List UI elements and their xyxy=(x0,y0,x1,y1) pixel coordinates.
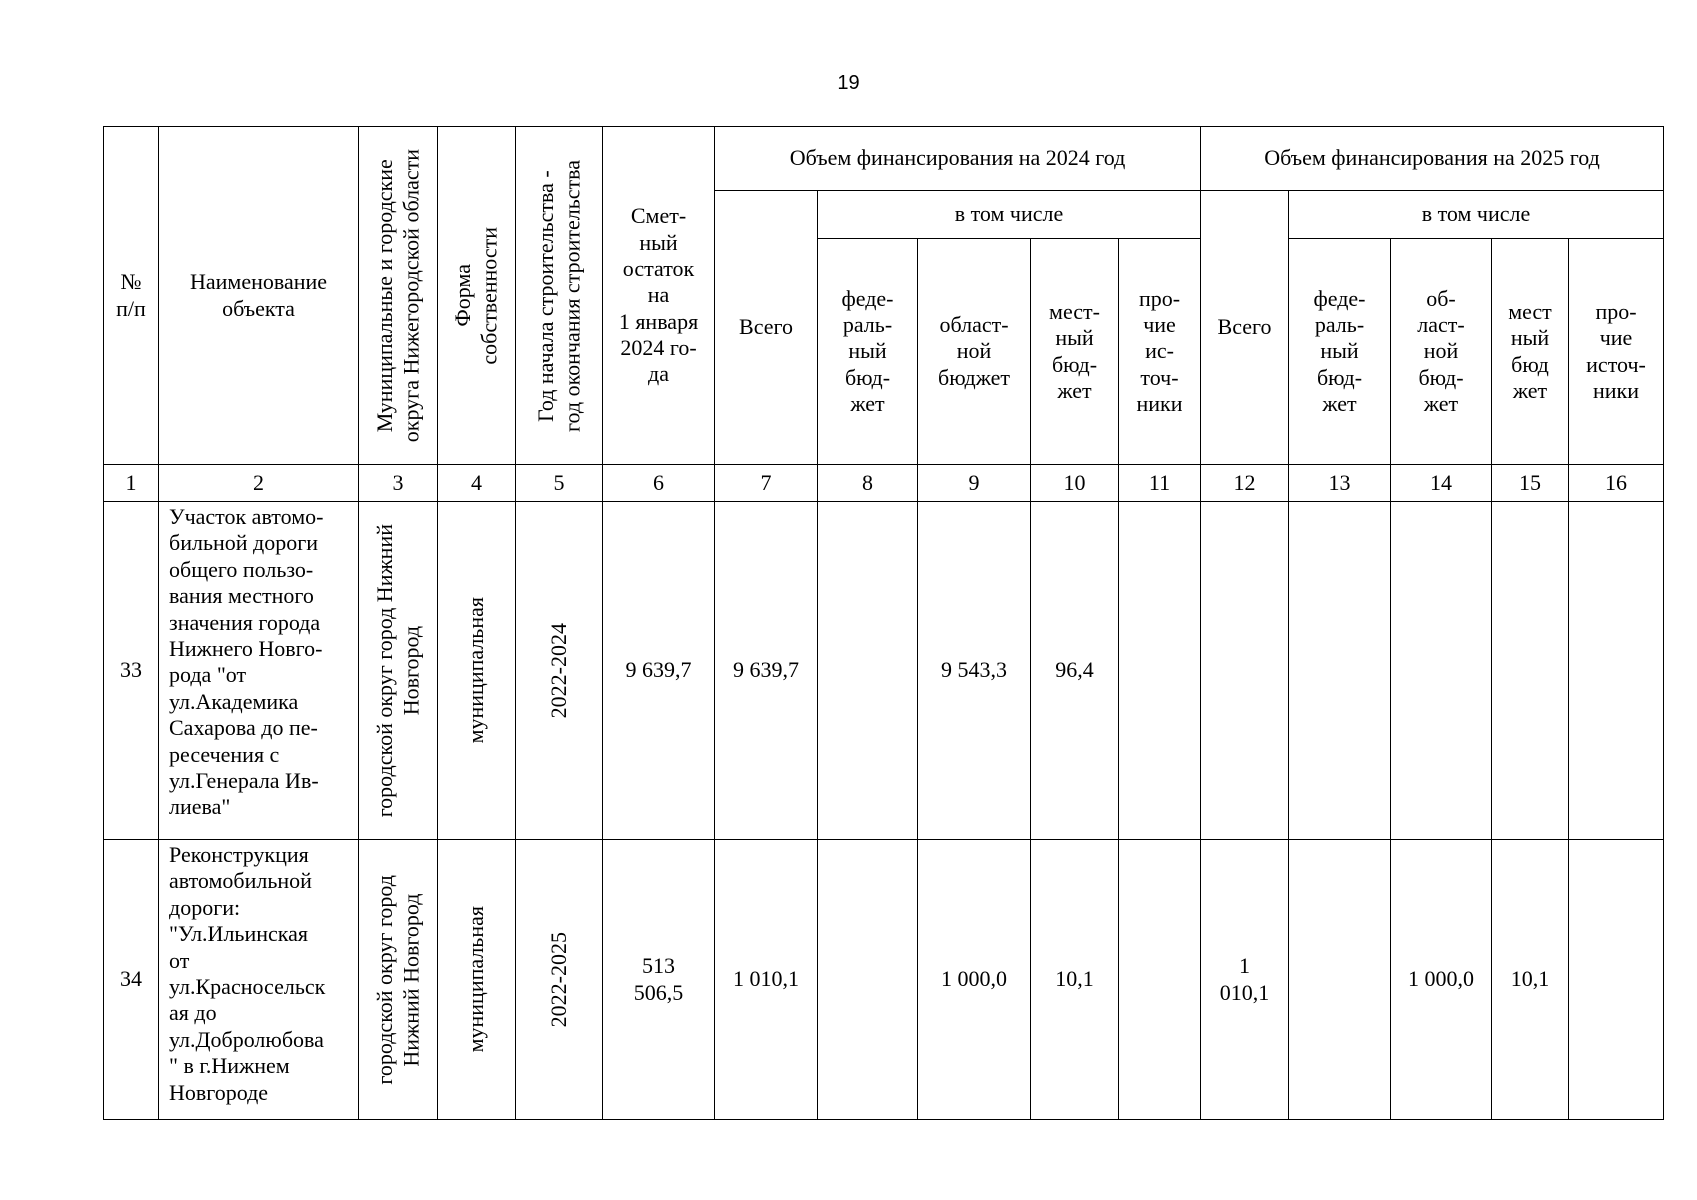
header-remainder: Смет- ный остаток на 1 января 2024 го- да xyxy=(603,127,715,465)
header-including-2024: в том числе xyxy=(818,191,1201,239)
row-reg-2024: 9 543,3 xyxy=(918,502,1031,840)
header-municipal: Муниципальные и городские округа Нижегородской области xyxy=(359,127,438,465)
row-municipal: городской округ город Нижний Новгород xyxy=(359,502,438,840)
column-number: 2 xyxy=(159,465,359,502)
column-number: 5 xyxy=(516,465,603,502)
header-reg-2025: об- ласт- ной бюд- жет xyxy=(1391,239,1492,465)
header-local-2024: мест- ный бюд- жет xyxy=(1031,239,1119,465)
header-num: № п/п xyxy=(104,127,159,465)
header-including-2025: в том числе xyxy=(1289,191,1664,239)
row-num: 33 xyxy=(104,502,159,840)
row-years: 2022-2024 xyxy=(516,502,603,840)
header-local-2025: мест ный бюд жет xyxy=(1492,239,1569,465)
row-reg-2025: 1 000,0 xyxy=(1391,840,1492,1120)
header-fed-2024: феде- раль- ный бюд- жет xyxy=(818,239,918,465)
row-fed-2025 xyxy=(1289,502,1391,840)
header-row-1 xyxy=(104,127,1664,191)
column-numbers-row xyxy=(104,465,1664,502)
row-municipal: городской округ город Нижний Новгород xyxy=(359,840,438,1120)
header-fed-2025: феде- раль- ный бюд- жет xyxy=(1289,239,1391,465)
header-other-2025: про- чие источ- ники xyxy=(1569,239,1664,465)
header-total-2025: Всего xyxy=(1201,191,1289,465)
header-funding-2024: Объем финансирования на 2024 год xyxy=(715,127,1201,191)
row-ownership: муниципальная xyxy=(438,840,516,1120)
financing-table xyxy=(103,126,1664,1120)
header-reg-2024: област- ной бюджет xyxy=(918,239,1031,465)
row-fed-2024 xyxy=(818,840,918,1120)
column-number: 11 xyxy=(1119,465,1201,502)
row-other-2025 xyxy=(1569,840,1664,1120)
column-number: 14 xyxy=(1391,465,1492,502)
row-remainder: 513 506,5 xyxy=(603,840,715,1120)
header-total-2024: Всего xyxy=(715,191,818,465)
header-funding-2025: Объем финансирования на 2025 год xyxy=(1201,127,1664,191)
row-total-2024: 1 010,1 xyxy=(715,840,818,1120)
row-local-2025 xyxy=(1492,502,1569,840)
row-local-2024: 10,1 xyxy=(1031,840,1119,1120)
row-other-2024 xyxy=(1119,840,1201,1120)
row-fed-2024 xyxy=(818,502,918,840)
row-ownership: муниципальная xyxy=(438,502,516,840)
column-number: 7 xyxy=(715,465,818,502)
row-object-name: Участок автомо- бильной дороги общего пользо- вания местного значения города Нижнего Новго- рода "от ул.Академика Сахарова до пе- ресечения с ул.Генерала Ив- лиева" xyxy=(159,502,359,840)
row-local-2025: 10,1 xyxy=(1492,840,1569,1120)
page-number: 19 xyxy=(837,72,860,94)
column-number: 4 xyxy=(438,465,516,502)
row-reg-2025 xyxy=(1391,502,1492,840)
row-total-2025 xyxy=(1201,502,1289,840)
column-number: 6 xyxy=(603,465,715,502)
column-number: 1 xyxy=(104,465,159,502)
column-number: 3 xyxy=(359,465,438,502)
table-row xyxy=(104,840,1664,1120)
row-total-2024: 9 639,7 xyxy=(715,502,818,840)
column-number: 10 xyxy=(1031,465,1119,502)
column-number: 9 xyxy=(918,465,1031,502)
header-ownership: Форма собственности xyxy=(438,127,516,465)
row-other-2025 xyxy=(1569,502,1664,840)
row-local-2024: 96,4 xyxy=(1031,502,1119,840)
header-years: Год начала строительства - год окончания строительства xyxy=(516,127,603,465)
row-remainder: 9 639,7 xyxy=(603,502,715,840)
header-other-2024: про- чие ис- точ- ники xyxy=(1119,239,1201,465)
column-number: 16 xyxy=(1569,465,1664,502)
row-other-2024 xyxy=(1119,502,1201,840)
column-number: 15 xyxy=(1492,465,1569,502)
row-reg-2024: 1 000,0 xyxy=(918,840,1031,1120)
column-number: 13 xyxy=(1289,465,1391,502)
row-years: 2022-2025 xyxy=(516,840,603,1120)
column-number: 8 xyxy=(818,465,918,502)
row-fed-2025 xyxy=(1289,840,1391,1120)
row-total-2025: 1 010,1 xyxy=(1201,840,1289,1120)
table-row xyxy=(104,502,1664,840)
column-number: 12 xyxy=(1201,465,1289,502)
row-object-name: Реконструкция автомобильной дороги: "Ул.Ильинская от ул.Красносельск ая до ул.Добролюбова " в г.Нижнем Новгороде xyxy=(159,840,359,1120)
header-name: Наименование объекта xyxy=(159,127,359,465)
row-num: 34 xyxy=(104,840,159,1120)
